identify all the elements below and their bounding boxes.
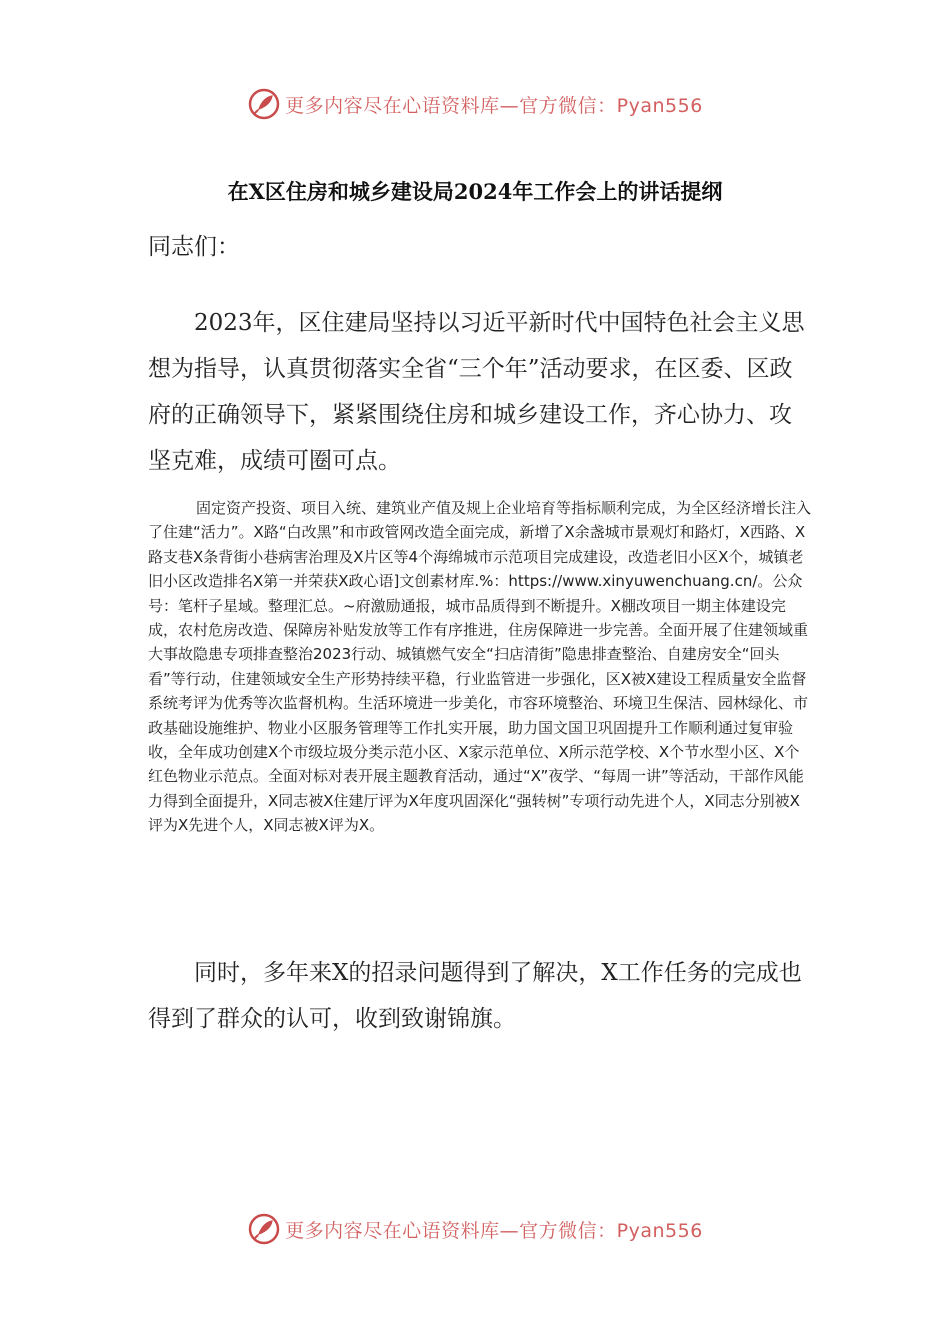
header-watermark: [0, 84, 950, 124]
greeting: 同志们：: [148, 234, 240, 260]
paragraph-intro: 2023年，区住建局坚持以习近平新时代中国特色社会主义思想为指导，认真贯彻落实全省“三个年”活动要求，在区委、区政府的正确领导下，紧紧围绕住房和城乡建设工作，齐心协力、攻坚克难，成绩可圈可点。: [148, 310, 805, 474]
watermark-text: 更多内容尽在心语资料库—官方微信：Pyan556: [285, 94, 703, 117]
paragraph-closing: 同时，多年来X的招录问题得到了解决，X工作任务的完成也得到了群众的认可，收到致谢锦旗。: [148, 960, 802, 1032]
quill-logo-icon: [247, 87, 281, 121]
footer-watermark: [0, 1209, 950, 1249]
document-title: 在X区住房和城乡建设局2024年工作会上的讲话提纲: [227, 179, 723, 204]
paragraph-achievements: 固定资产投资、项目入统、建筑业产值及规上企业培育等指标顺利完成，为全区经济增长注入了住建“活力”。X路“白改黑”和市政管网改造全面完成，新增了X余盏城市景观灯和路灯，X西路、X路支巷X条背街小巷病害治理及X片区等4个海绵城市示范项目完成建设，改造老旧小区X个，城镇老旧小区改造排名X第一并荣获X政心语]文创素材库.%：https://www.xinyuwenchuang.cn/。公众号：笔杆子星域。整理汇总。~府激励通报，城市品质得到不断提升。X棚改项目一期主体建设完成，农村危房改造、保障房补贴发放等工作有序推进，住房保障进一步完善。全面开展了住建领域重大事故隐患专项排查整治2023行动、城镇燃气安全“扫店清街”隐患排查整治、自建房安全“回头看”等行动，住建领域安全生产形势持续平稳，行业监管进一步强化，区X被X建设工程质量安全监督系统考评为优秀等次监督机构。生活环境进一步美化，市容环境整治、环境卫生保洁、园林绿化、市政基础设施维护、物业小区服务管理等工作扎实开展，助力国文国卫巩固提升工作顺利通过复审验收，全年成功创建X个市级垃圾分类示范小区、X家示范单位、X所示范学校、X个节水型小区、X个红色物业示范点。全面对标对表开展主题教育活动，通过“X”夜学、“每周一讲”等活动，干部作风能力得到全面提升，X同志被X住建厅评为X年度巩固深化“强转树”专项行动先进个人，X同志分别被X评为X先进个人，X同志被X评为X。: [148, 499, 812, 835]
watermark-text: 更多内容尽在心语资料库—官方微信：Pyan556: [285, 1219, 703, 1242]
quill-logo-icon: [247, 1212, 281, 1246]
